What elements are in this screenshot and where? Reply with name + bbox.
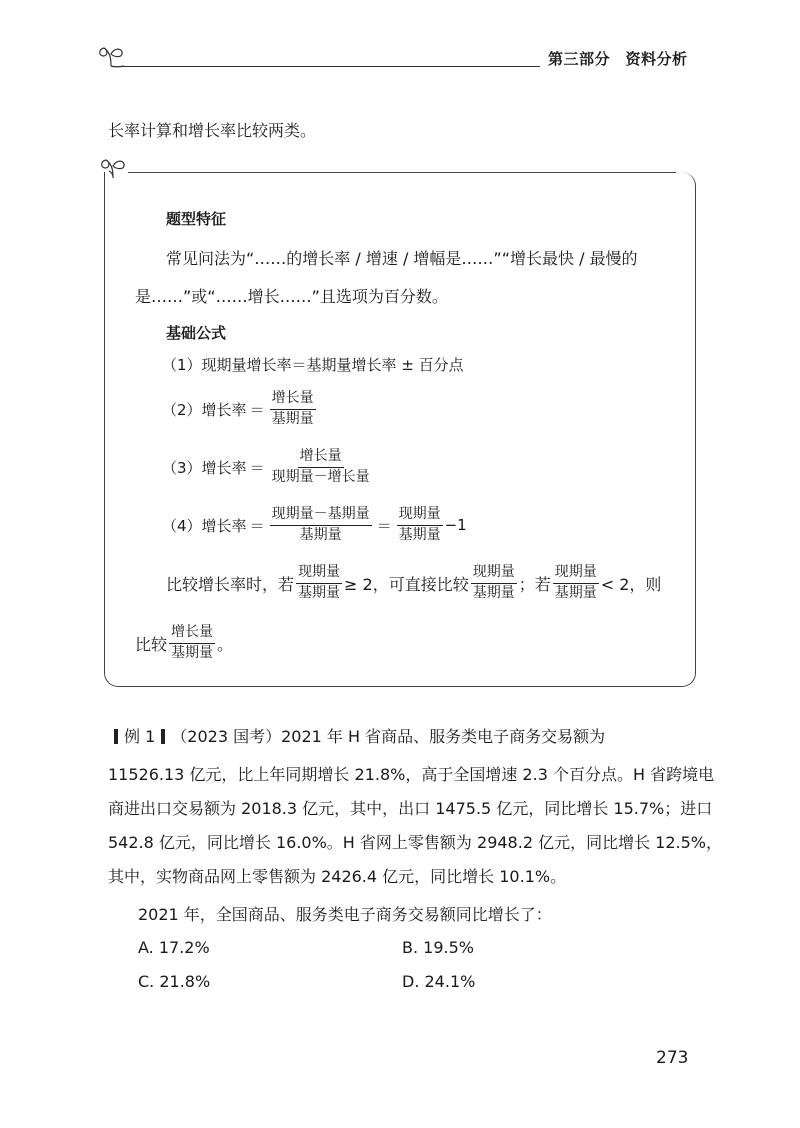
example-bracket-left [114,729,118,744]
formula-3-eq: ＝ [249,458,265,477]
formula-1 [162,354,464,375]
option-d: D. 24.1% [402,972,476,991]
feature-heading: 题型特征 [166,210,227,228]
formula-1-text: 现期量增长率＝基期量增长率 ± 百分点 [201,356,464,374]
fraction-numerator: 现期量 [553,564,599,584]
formula-4 [162,506,467,544]
example-line-1 [108,724,605,747]
feature-line-2: 是……”或“……增长……”且选项为百分数。 [135,287,448,306]
formula-4-tail: −1 [444,516,467,534]
formula-2-lhs: 增长率 [201,400,247,419]
fraction-denominator: 基期量 [298,584,341,601]
fraction-denominator: 基期量 [472,584,515,601]
fraction-numerator: 增长量 [298,448,344,468]
fraction-denominator: 现期量－增长量 [271,468,370,485]
feature-line-1: 常见问法为“……的增长率 / 增速 / 增幅是……”“增长最快 / 最慢的 [166,249,638,268]
formula-3-label: （3） [162,458,202,477]
fraction-numerator: 现期量 [296,564,342,584]
formula-4-eq-2: ＝ [376,516,392,535]
fraction-denominator: 基期量 [271,410,314,427]
page-number: 273 [656,1048,689,1068]
example-label: 例 1 [124,727,156,746]
fraction-denominator: 基期量 [171,644,214,661]
formula-heading: 基础公式 [166,324,227,342]
formula-1-label: （1） [162,356,202,374]
fraction-numerator: 增长量 [270,390,316,410]
compare-text-6: 。 [217,634,234,654]
compare-text-1: 比较增长率时，若 [166,574,295,594]
box-top-border [128,172,676,173]
example-line-5: 其中，实物商品网上零售额为 2426.4 亿元，同比增长 10.1%。 [108,867,567,886]
fraction-numerator: 现期量 [397,506,443,526]
example-bracket-right [161,729,165,744]
formula-4-eq: ＝ [249,516,265,535]
compare-line-1 [166,564,661,602]
formula-2-label: （2） [162,400,202,419]
formula-3-lhs: 增长率 [201,458,247,477]
formula-2-fraction [270,390,316,428]
compare-fraction-3 [553,564,599,602]
fraction-numerator: 现期量－基期量 [270,506,372,526]
example-line-4: 542.8 亿元，同比增长 16.0%。H 省网上零售额为 2948.2 亿元，同比增长 12.5%， [108,833,722,852]
example-line-2: 11526.13 亿元，比上年同期增长 21.8%，高于全国增速 2.3 个百分点。H 省跨境电 [108,765,715,784]
example-line-3: 商进出口交易额为 2018.3 亿元，其中，出口 1475.5 亿元，同比增长 15.7%；进口 [108,799,713,818]
fraction-denominator: 基期量 [299,526,342,543]
intro-text: 长率计算和增长率比较两类。 [108,121,317,140]
formula-2-eq: ＝ [249,400,265,419]
compare-text-5: 比较 [135,634,168,654]
compare-fraction-2 [471,564,517,602]
compare-text-4: < 2，则 [600,574,662,594]
fraction-numerator: 增长量 [169,624,215,644]
formula-4-label: （4） [162,516,202,535]
compare-text-3: ；若 [518,574,551,594]
example-question: 2021 年，全国商品、服务类电子商务交易额同比增长了： [138,905,552,924]
compare-fraction-4 [169,624,215,662]
formula-3-fraction [270,448,372,486]
section-title: 第三部分 资料分析 [548,50,688,68]
compare-line-2 [135,624,233,662]
formula-4-fraction-1 [270,506,372,544]
example-text-1: 2021 年 H 省商品、服务类电子商务交易额为 [281,727,606,746]
option-a: A. 17.2% [138,938,210,957]
compare-text-2: ≥ 2，可直接比较 [344,574,469,594]
formula-4-fraction-2 [397,506,443,544]
formula-3 [162,448,374,486]
compare-fraction-1 [296,564,342,602]
formula-4-lhs: 增长率 [201,516,247,535]
option-c: C. 21.8% [138,972,211,991]
fraction-numerator: 现期量 [471,564,517,584]
fraction-denominator: 基期量 [398,526,441,543]
formula-2 [162,390,318,428]
option-b: B. 19.5% [402,938,474,957]
example-source: （2023 国考） [171,727,282,746]
header-rule [122,66,540,67]
fraction-denominator: 基期量 [554,584,597,601]
